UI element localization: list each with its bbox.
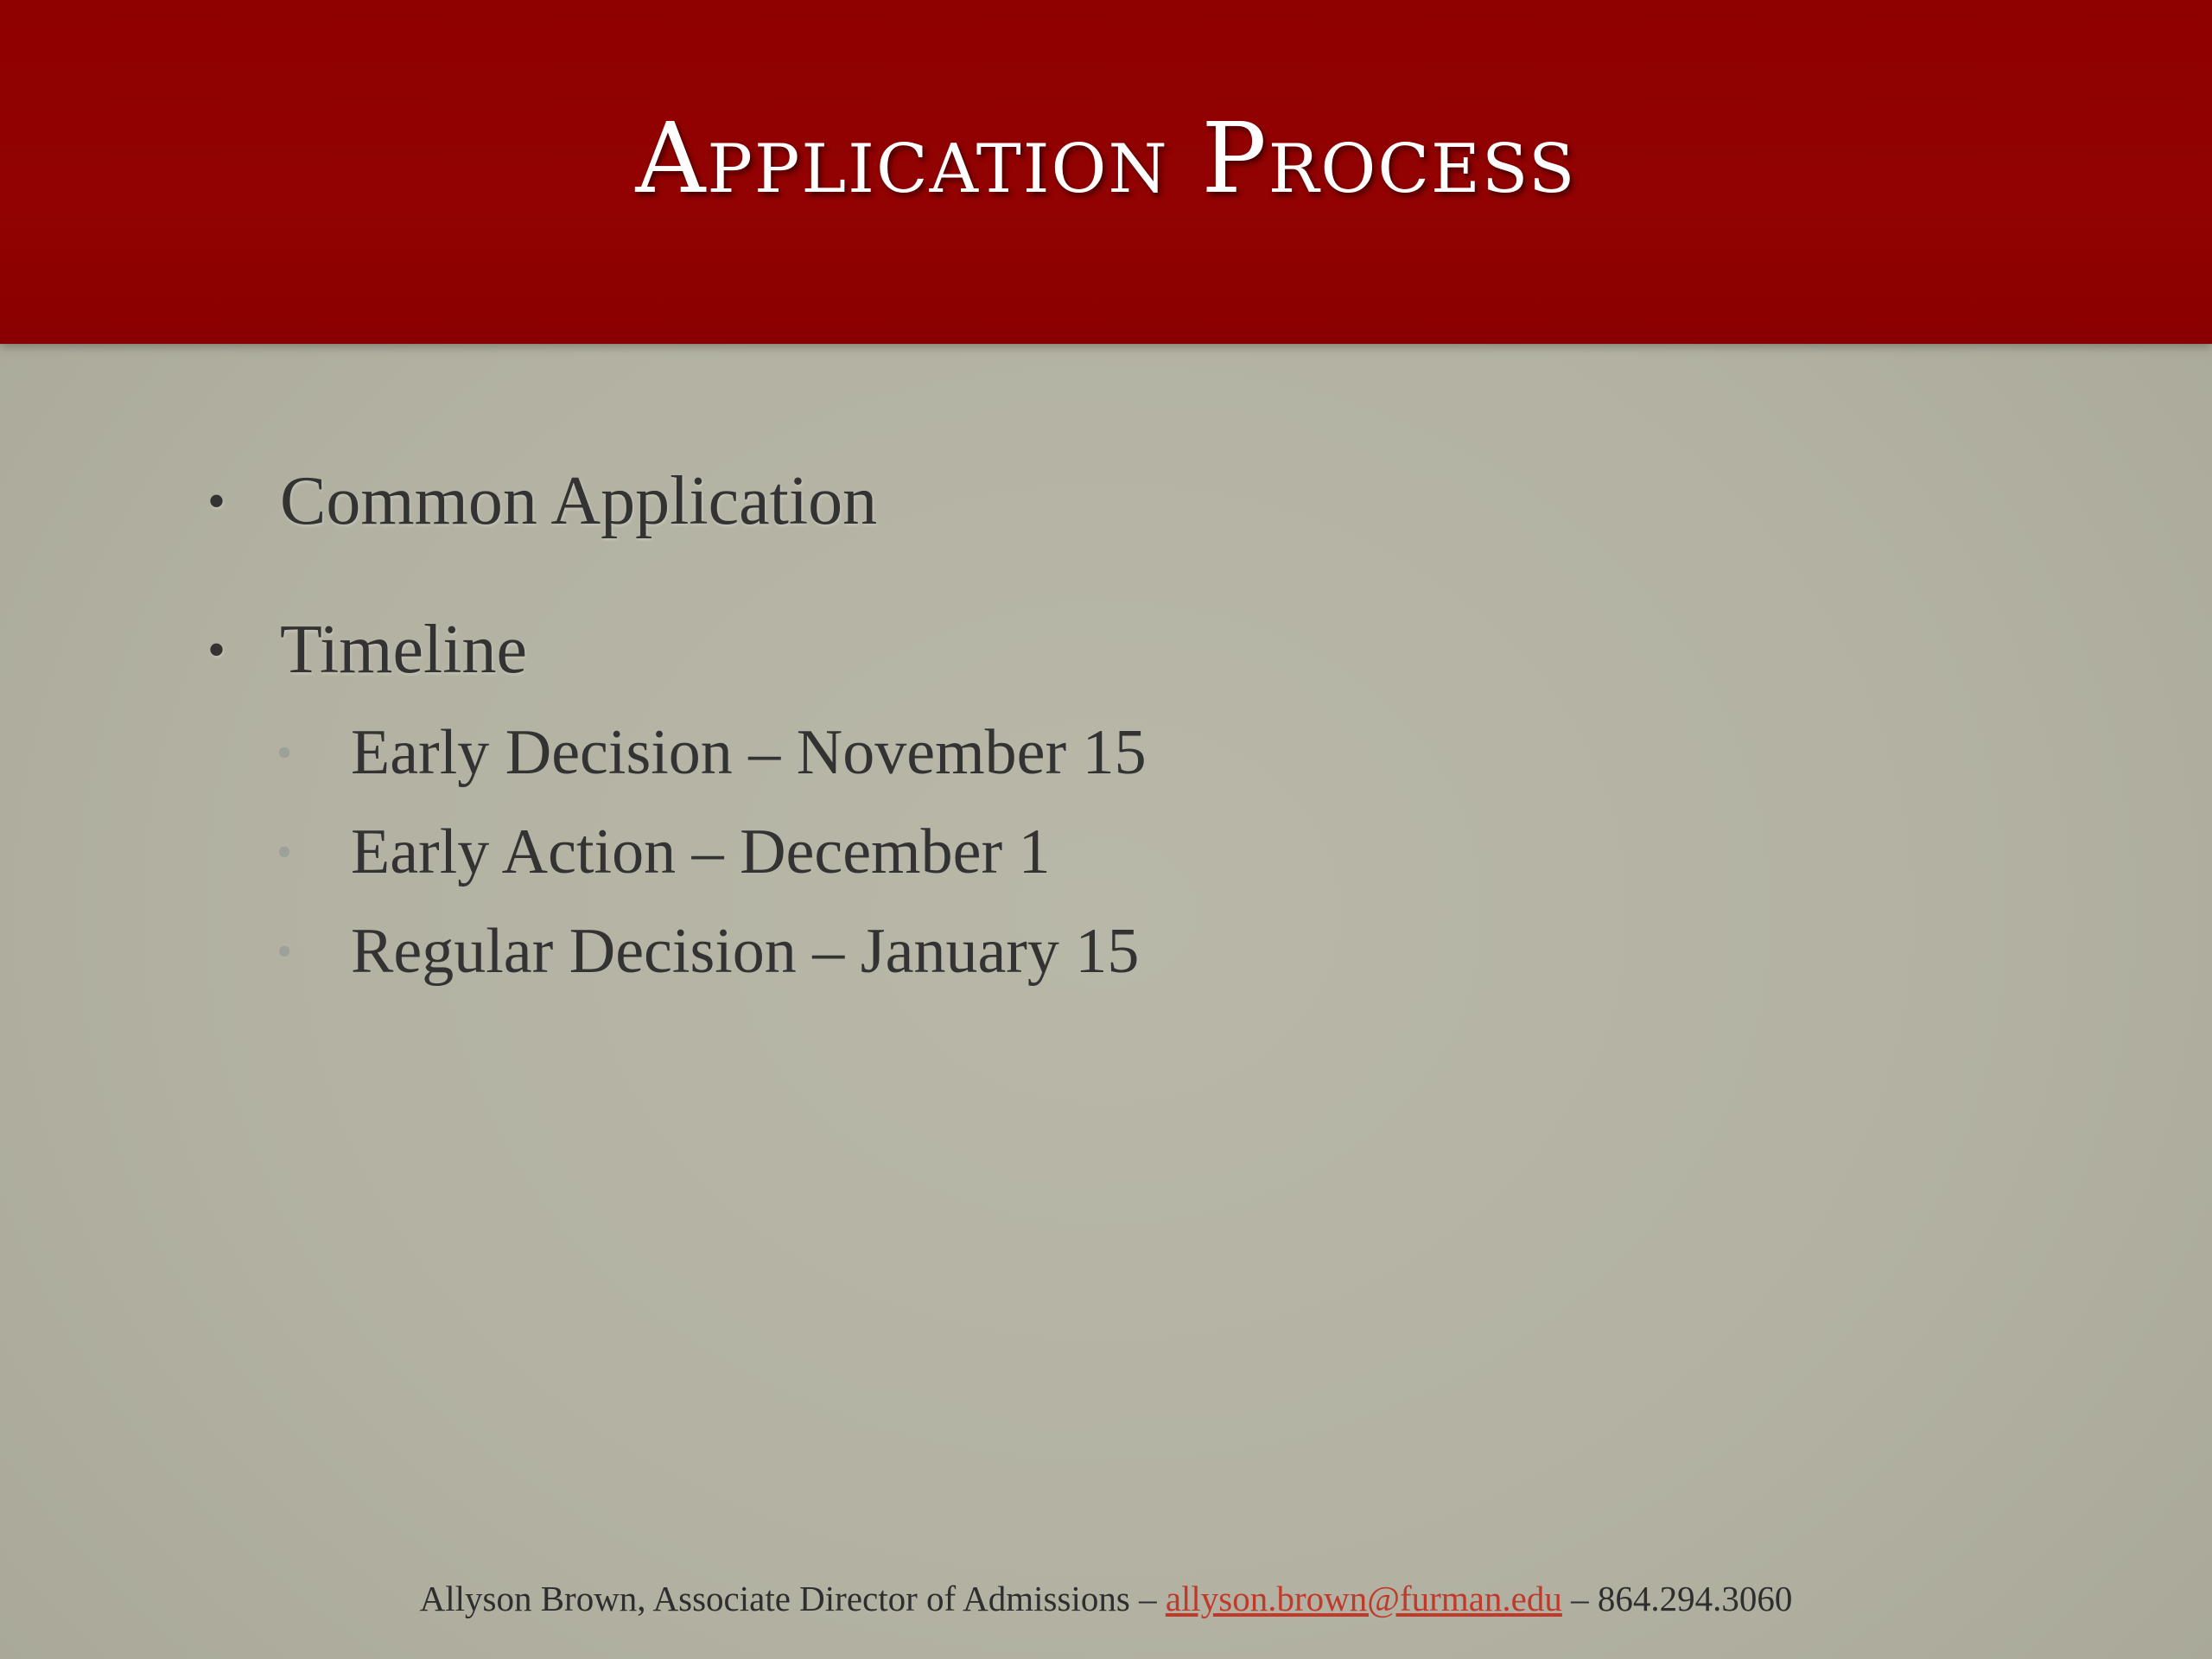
sub-bullet-regular-decision [207,902,2108,1001]
sub-bullet-early-action [207,803,2108,902]
sub-bullet-early-decision [207,703,2108,803]
footer-separator: – [1561,1579,1598,1618]
slide-footer [0,1578,2212,1620]
bullet-marker: • [207,472,226,530]
footer-name-role: Allyson Brown, Associate Director of Admissions [419,1579,1130,1618]
bullet-spacer [207,544,2108,607]
sub-bullet-text: Early Action – December 1 [351,817,1051,887]
bullet-item-timeline [207,607,2108,693]
bullet-item-common-application [207,458,2108,544]
sub-bullet-text: Regular Decision – January 15 [351,916,1140,987]
bullet-marker: • [207,620,226,678]
sub-bullet-marker: • [276,828,293,877]
sub-bullet-marker: • [276,728,293,778]
slide-title: Application Process [635,103,1577,215]
bullet-text: Timeline [280,611,527,688]
bullet-list [207,458,2108,1001]
footer-phone: 864.294.3060 [1597,1579,1793,1618]
sub-bullet-marker: • [276,927,293,976]
footer-email-link[interactable]: allyson.brown@furman.edu [1165,1579,1562,1618]
footer-separator: – [1129,1579,1166,1618]
title-banner [0,0,2212,344]
bullet-text: Common Application [280,462,878,539]
timeline-sublist [207,703,2108,1001]
sub-bullet-text: Early Decision – November 15 [351,717,1147,788]
